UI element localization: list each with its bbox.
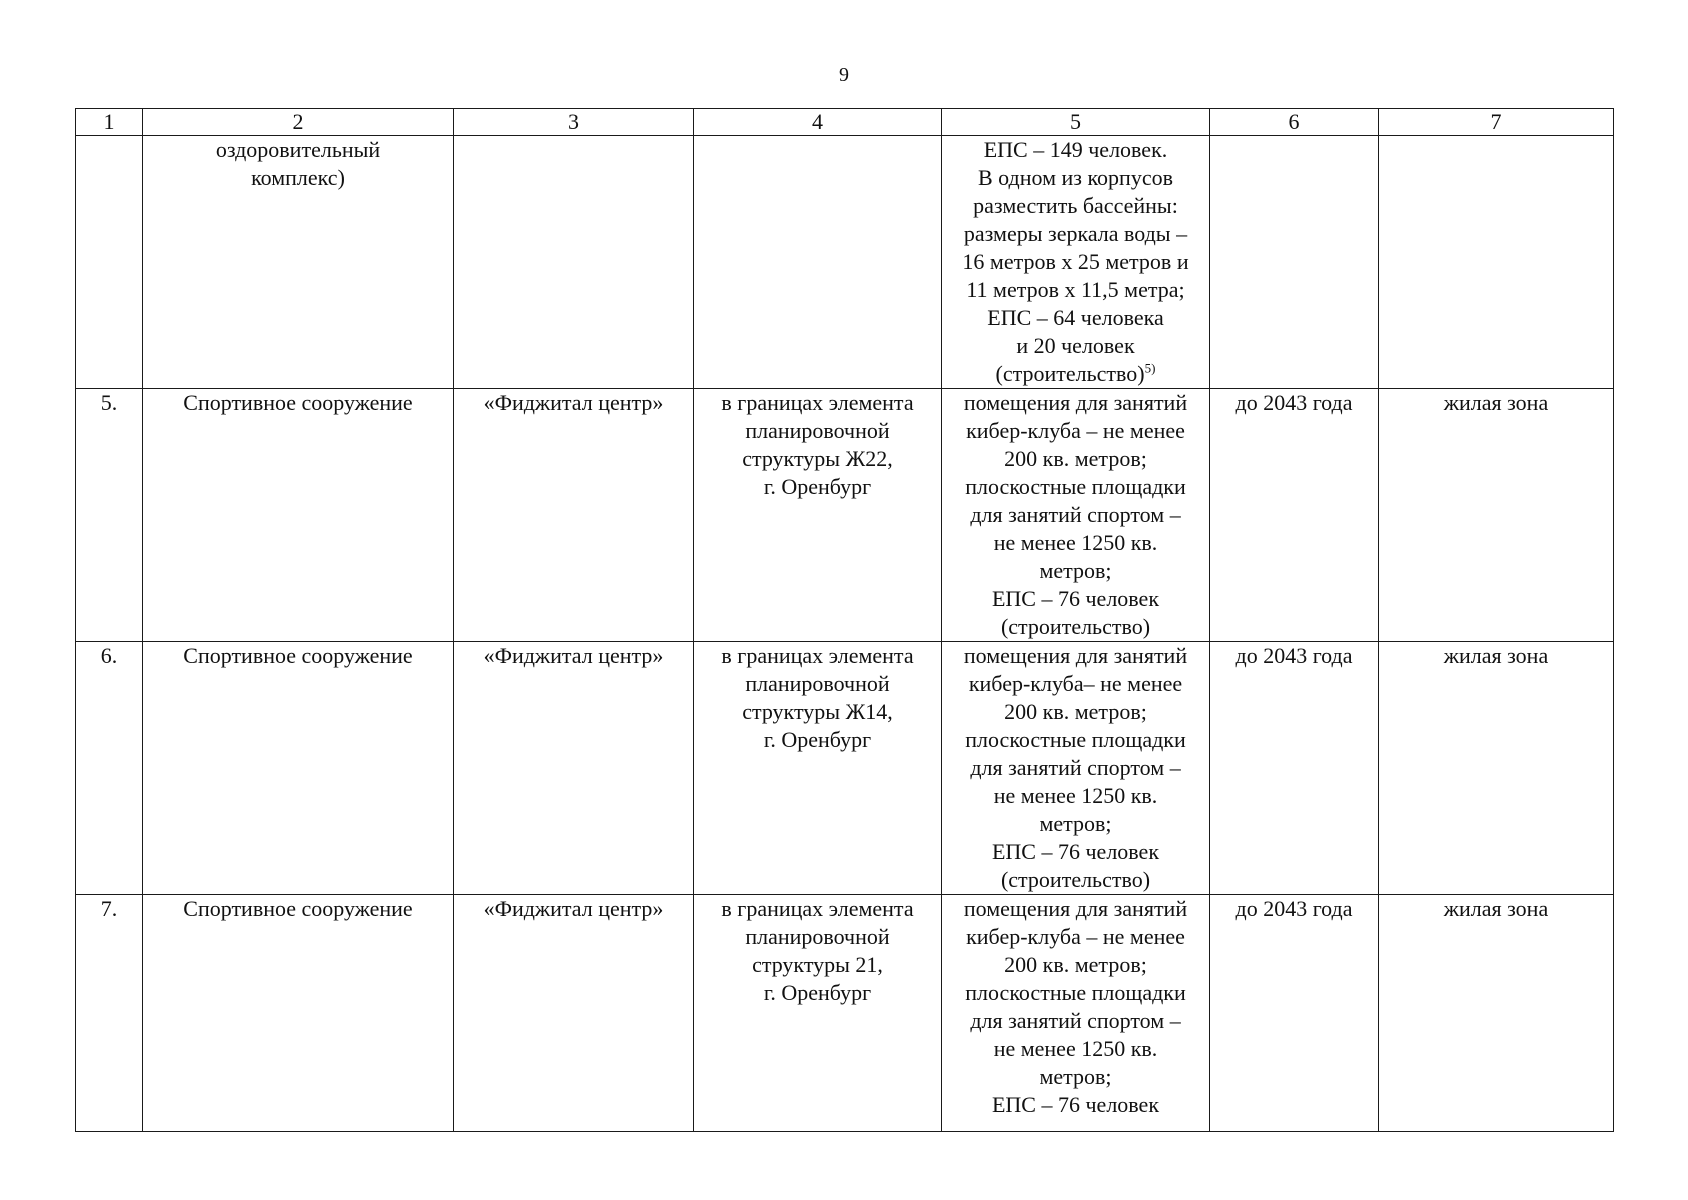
zone-cell: жилая зона	[1379, 642, 1614, 895]
characteristics-text: ЕПС – 149 человек. В одном из корпусов разместить бассейны: размеры зеркала воды – 16 метров х 25 метров и 11 метров х 11,5 метра; ЕПС – 64 человека и 20 человек (строительство)	[962, 137, 1189, 386]
deadline-cell: до 2043 года	[1210, 895, 1379, 1132]
object-title-cell: «Фиджитал центр»	[454, 895, 694, 1132]
zone-cell: жилая зона	[1379, 895, 1614, 1132]
location-cell: в границах элемента планировочной структуры Ж14, г. Оренбург	[694, 642, 942, 895]
page-number: 9	[839, 64, 849, 86]
footnote-marker: 5)	[1144, 360, 1156, 376]
location-cell: в границах элемента планировочной структуры Ж22, г. Оренбург	[694, 389, 942, 642]
column-header: 4	[694, 109, 942, 136]
row-number-cell: 7.	[76, 895, 143, 1132]
column-header: 6	[1210, 109, 1379, 136]
location-cell: в границах элемента планировочной структуры 21, г. Оренбург	[694, 895, 942, 1132]
characteristics-cell: помещения для занятий кибер-клуба – не менее 200 кв. метров; плоскостные площадки для занятий спортом – не менее 1250 кв. метров; ЕПС – 76 человек (строительство)	[942, 389, 1210, 642]
characteristics-cell: помещения для занятий кибер-клуба – не менее 200 кв. метров; плоскостные площадки для занятий спортом – не менее 1250 кв. метров; ЕПС – 76 человек	[942, 895, 1210, 1132]
zone-cell: жилая зона	[1379, 389, 1614, 642]
row-number-cell	[76, 136, 143, 389]
column-header: 7	[1379, 109, 1614, 136]
characteristics-cell: помещения для занятий кибер-клуба– не менее 200 кв. метров; плоскостные площадки для занятий спортом – не менее 1250 кв. метров; ЕПС – 76 человек (строительство)	[942, 642, 1210, 895]
object-title-cell	[454, 136, 694, 389]
table-header-row	[76, 109, 1614, 136]
object-name-cell: Спортивное сооружение	[143, 389, 454, 642]
deadline-cell	[1210, 136, 1379, 389]
row-number-cell: 5.	[76, 389, 143, 642]
location-cell	[694, 136, 942, 389]
object-title-cell: «Фиджитал центр»	[454, 642, 694, 895]
column-header: 1	[76, 109, 143, 136]
objects-table	[75, 108, 1614, 1132]
table-row	[76, 389, 1614, 642]
table-row	[76, 895, 1614, 1132]
column-header: 2	[143, 109, 454, 136]
deadline-cell: до 2043 года	[1210, 389, 1379, 642]
object-name-cell: Спортивное сооружение	[143, 895, 454, 1132]
table-row	[76, 642, 1614, 895]
object-name-cell: Спортивное сооружение	[143, 642, 454, 895]
characteristics-cell	[942, 136, 1210, 389]
zone-cell	[1379, 136, 1614, 389]
deadline-cell: до 2043 года	[1210, 642, 1379, 895]
row-number-cell: 6.	[76, 642, 143, 895]
object-name-cell: оздоровительный комплекс)	[143, 136, 454, 389]
column-header: 3	[454, 109, 694, 136]
object-title-cell: «Фиджитал центр»	[454, 389, 694, 642]
column-header: 5	[942, 109, 1210, 136]
table-row	[76, 136, 1614, 389]
